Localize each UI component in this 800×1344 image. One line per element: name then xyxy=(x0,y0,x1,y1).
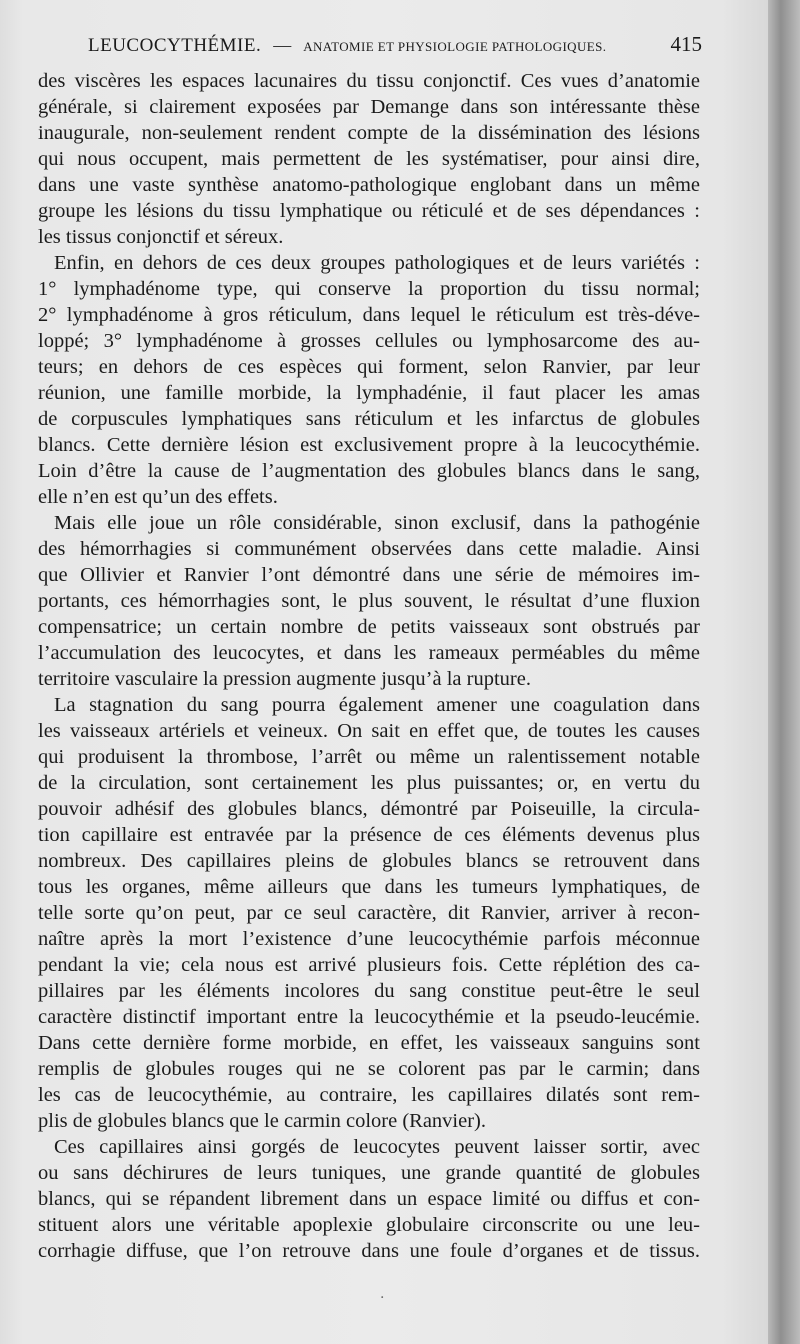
text-line: que Ollivier et Ranvier l’ont démontré dans une série de mémoires im- xyxy=(38,564,700,586)
text-line: groupe les lésions du tissu lymphatique ou réticulé et de ses dépendances : xyxy=(38,200,700,222)
text-line: qui produisent la thrombose, l’arrêt ou même un ralentissement notable xyxy=(38,746,700,768)
text-line: corrhagie diffuse, que l’on retrouve dans une foule d’organes et de tissus. xyxy=(38,1240,700,1262)
text-line: des viscères les espaces lacunaires du tissu conjonctif. Ces vues d’anatomie xyxy=(38,70,700,92)
text-line: Loin d’être la cause de l’augmentation des globules blancs dans le sang, xyxy=(38,460,700,482)
text-line: compensatrice; un certain nombre de petits vaisseaux sont obstrués par xyxy=(38,616,700,638)
text-line: pouvoir adhésif des globules blancs, démontré par Poiseuille, la circula- xyxy=(38,798,700,820)
text-line: teurs; en dehors de ces espèces qui forment, selon Ranvier, par leur xyxy=(38,356,700,378)
text-line: 2° lymphadénome à gros réticulum, dans lequel le réticulum est très-déve- xyxy=(38,304,700,326)
text-line: ou sans déchirures de leurs tuniques, une grande quantité de globules xyxy=(38,1162,700,1184)
text-line: réunion, une famille morbide, la lymphadénie, il faut placer les amas xyxy=(38,382,700,404)
text-line: territoire vasculaire la pression augmente jusqu’à la rupture. xyxy=(38,668,531,690)
page-number: 415 xyxy=(670,32,702,56)
text-line: Mais elle joue un rôle considérable, sinon exclusif, dans la pathogénie xyxy=(54,512,700,534)
text-line: Enfin, en dehors de ces deux groupes pathologiques et de leurs variétés : xyxy=(54,252,700,274)
text-line: de la circulation, sont certainement les plus puissantes; or, en vertu du xyxy=(38,772,700,794)
text-line: l’accumulation des leucocytes, et dans les rameaux perméables du même xyxy=(38,642,700,664)
text-line: blancs, qui se répandent librement dans un espace limité ou diffus et con- xyxy=(38,1188,700,1210)
text-line: qui nous occupent, mais permettent de les systématiser, pour ainsi dire, xyxy=(38,148,700,170)
text-line: nombreux. Des capillaires pleins de globules blancs se retrouvent dans xyxy=(38,850,700,872)
text-line: pillaires par les éléments incolores du sang constitue peut-être le seul xyxy=(38,980,700,1002)
text-line: les cas de leucocythémie, au contraire, les capillaires dilatés sont rem- xyxy=(38,1084,700,1106)
page-edge-gutter xyxy=(768,0,800,1344)
running-header xyxy=(88,32,702,58)
text-line: les vaisseaux artériels et veineux. On sait en effet que, de toutes les causes xyxy=(38,720,700,742)
running-title: LEUCOCYTHÉMIE. xyxy=(88,35,262,56)
text-line: telle sorte qu’on peut, par ce seul caractère, dit Ranvier, arriver à recon- xyxy=(38,902,700,924)
text-line: remplis de globules rouges qui ne se colorent pas par le carmin; dans xyxy=(38,1058,700,1080)
text-line: les tissus conjonctif et séreux. xyxy=(38,226,284,248)
text-line: tous les organes, même ailleurs que dans les tumeurs lymphatiques, de xyxy=(38,876,700,898)
section-title: ANATOMIE ET PHYSIOLOGIE PATHOLOGIQUES. xyxy=(303,39,607,54)
text-line: générale, si clairement exposées par Demange dans son intéressante thèse xyxy=(38,96,700,118)
text-line: Ces capillaires ainsi gorgés de leucocytes peuvent laisser sortir, avec xyxy=(54,1136,700,1158)
text-line: Dans cette dernière forme morbide, en effet, les vaisseaux sanguins sont xyxy=(38,1032,700,1054)
header-dash: — xyxy=(273,35,292,55)
text-line: La stagnation du sang pourra également amener une coagulation dans xyxy=(54,694,700,716)
text-line: inaugurale, non-seulement rendent compte de la dissémination des lésions xyxy=(38,122,700,144)
text-line: de corpuscules lymphatiques sans réticulum et les infarctus de globules xyxy=(38,408,700,430)
text-line: tion capillaire est entravée par la présence de ces éléments devenus plus xyxy=(38,824,700,846)
body-text xyxy=(38,68,700,1264)
text-line: blancs. Cette dernière lésion est exclusivement propre à la leucocythémie. xyxy=(38,434,700,456)
text-line: loppé; 3° lymphadénome à grosses cellules ou lymphosarcome des au- xyxy=(38,330,700,352)
text-line: plis de globules blancs que le carmin colore (Ranvier). xyxy=(38,1110,487,1132)
text-line: naître après la mort l’existence d’une leucocythémie parfois méconnue xyxy=(38,928,700,950)
page-speck: · xyxy=(380,1290,385,1306)
text-line: portants, ces hémorrhagies sont, le plus souvent, le résultat d’une fluxion xyxy=(38,590,700,612)
text-line: pendant la vie; cela nous est arrivé plusieurs fois. Cette réplétion des ca- xyxy=(38,954,700,976)
text-line: 1° lymphadénome type, qui conserve la proportion du tissu normal; xyxy=(38,278,700,300)
text-line: stituent alors une véritable apoplexie globulaire circonscrite ou une leu- xyxy=(38,1214,700,1236)
text-line: elle n’en est qu’un des effets. xyxy=(38,486,278,508)
text-line: des hémorrhagies si communément observées dans cette maladie. Ainsi xyxy=(38,538,700,560)
text-line: dans une vaste synthèse anatomo-pathologique englobant dans un même xyxy=(38,174,700,196)
text-line: caractère distinctif important entre la leucocythémie et la pseudo-leucémie. xyxy=(38,1006,700,1028)
